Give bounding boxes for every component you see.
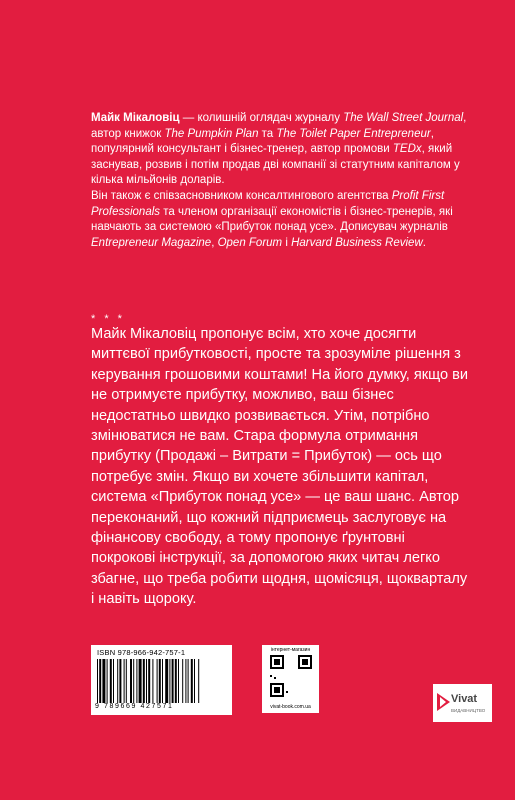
qr-caption-top: інтернет-магазин [270,647,311,653]
bio-text: та членом організації економістів і бізнес-тренерів, які навчають за системою «Прибуток понад усе». Дописувач журналів [91,205,453,234]
qr-caption-url: vivat-book.com.ua [270,704,311,710]
section-separator: * * * [91,313,125,325]
barcode-block [91,645,232,715]
book-description: Майк Мікаловіц пропонує всім, хто хоче досягти миттєвої прибутковості, просте та зрозуміле рішення з керування грошовими коштами! На його думку, якщо ви не отримуєте прибутку, можливо, ваш бізнес недостатньо швидко розвивається. Утім, потрібно змінюватися не вам. Стара формула отримання прибутку (Продажі – Витрати = Прибуток) — ось що потребує змін. Якщо ви хочете збільшити капітал, система «Прибуток понад усе» — це ваш шанс. Автор переконаний, що кожний підприємець заслуговує на фінансову свободу, а тому пропонує ґрунтовні покрокові інструкції, за допомогою яких читач легко збагне, що треба робити щодня, щомісяця, щокварталу і навіть щороку. [91,326,469,608]
bio-italic: The Toilet Paper Entrepreneur [276,127,431,140]
bio-italic: The Pumpkin Plan [164,127,259,140]
bio-text: Він також є співзасновником консалтингового агентства [91,189,392,202]
bio-text: і [282,236,292,249]
bio-text: , [211,236,218,249]
vivat-logo-icon [437,691,450,713]
qr-code-icon [270,655,312,697]
barcode-icon [97,659,226,703]
publisher-name: Vivat [451,693,478,705]
bio-italic: Harvard Business Review [291,236,423,249]
bio-italic: Open Forum [217,236,283,249]
bio-italic: TEDx [392,143,422,156]
bio-text: , який заснував, розвив і потім продав дві компанії зі статутним капіталом у кілька мільйонів доларів. [91,143,460,187]
bio-text: та [258,127,277,140]
bio-paragraph-1 [91,111,471,189]
barcode-digits: 9 789669 427571 [95,703,174,710]
publisher-subtitle: ВИДАВНИЦТВО [451,708,486,713]
bio-text: , популярний консультант і бізнес-тренер, автор промови [91,127,434,156]
bio-italic: Profit First Professionals [91,189,445,218]
qr-block [262,645,319,713]
bio-italic: Entrepreneur Magazine [91,236,212,249]
bio-text: , автор книжок [91,112,467,140]
bio-italic: The Wall Street Journal [343,112,464,124]
author-bio [91,111,471,251]
bio-paragraph-2 [91,189,471,251]
bio-text: . [422,236,426,249]
isbn-label: ISBN 978-966-942-757-1 [97,648,186,657]
publisher-logo [433,684,492,722]
bio-text: — колишній оглядач журналу [179,112,344,124]
author-name: Майк Мікаловіц [91,112,180,124]
